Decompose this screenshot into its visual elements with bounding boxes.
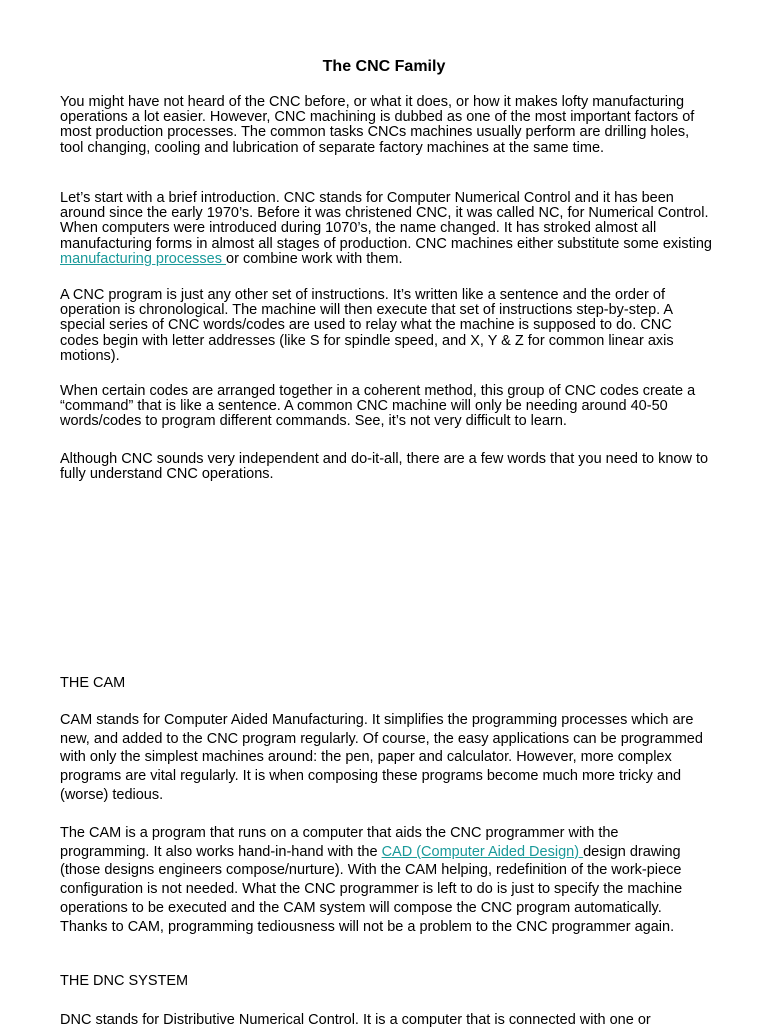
- paragraph-text: The CAM is a program that runs on a computer that aids the CNC programmer with the programming. It also works hand-in-hand with the: [60, 825, 619, 860]
- heading-dnc: THE DNC SYSTEM: [60, 973, 189, 989]
- paragraph-cam-program: [60, 824, 710, 936]
- paragraph-introduction: [60, 191, 712, 267]
- paragraph-codes: When certain codes are arranged together in a coherent method, this group of CNC codes create a “command” that is like a sentence. A common CNC machine will only be needing around 40-50 words/codes to program different commands. See, it’s not very difficult to learn.: [60, 383, 696, 430]
- heading-cam: THE CAM: [60, 675, 126, 691]
- cad-link[interactable]: CAD (Computer Aided Design): [381, 843, 584, 860]
- page-title: The CNC Family: [322, 58, 446, 75]
- paragraph-intro: You might have not heard of the CNC before, or what it does, or how it makes lofty manufacturing operations a lot easier. However, CNC machining is dubbed as one of the most important factors of most production processes. The common tasks CNCs machines usually perform are drilling holes, tool changing, cooling and lubrication of separate factory machines at the same time.: [60, 94, 695, 156]
- paragraph-words: Although CNC sounds very independent and do-it-all, there are a few words that you need to know to fully understand CNC operations.: [60, 451, 709, 483]
- paragraph-dnc: DNC stands for Distributive Numerical Control. It is a computer that is connected with one or: [60, 1012, 651, 1028]
- paragraph-text: Let’s start with a brief introduction. CNC stands for Computer Numerical Control and it has been around since the early 1970’s. Before it was christened CNC, it was called NC, for Numerical Control. When computers were introduced during 1070’s, the name changed. It has stroked almost all manufacturing forms in almost all stages of production. CNC machines either substitute some existing: [60, 190, 712, 252]
- paragraph-text: design drawing (those designs engineers compose/nurture). With the CAM helping, redefinition of the work-piece configuration is not needed. What the CNC programmer is left to do is just to specify the machine operations to be executed and the CAM system will compose the CNC program automatically. Thanks to CAM, programming tediousness will not be a problem to the CNC programmer again.: [60, 843, 683, 935]
- paragraph-cam-definition: CAM stands for Computer Aided Manufacturing. It simplifies the programming processes which are new, and added to the CNC program regularly. Of course, the easy applications can be programmed with only the simplest machines around: the pen, paper and calculator. However, more complex programs are vital regularly. It is when composing these programs become much more tricky and (worse) tedious.: [60, 712, 703, 803]
- paragraph-program: A CNC program is just any other set of instructions. It’s written like a sentence and the order of operation is chronological. The machine will then execute that set of instructions step-by-step. A special series of CNC words/codes are used to relay what the machine is supposed to do. CNC codes begin with letter addresses (like S for spindle speed, and X, Y & Z for common linear axis motions).: [60, 287, 674, 364]
- paragraph-text: or combine work with them.: [226, 250, 403, 267]
- manufacturing-processes-link[interactable]: manufacturing processes: [60, 250, 227, 267]
